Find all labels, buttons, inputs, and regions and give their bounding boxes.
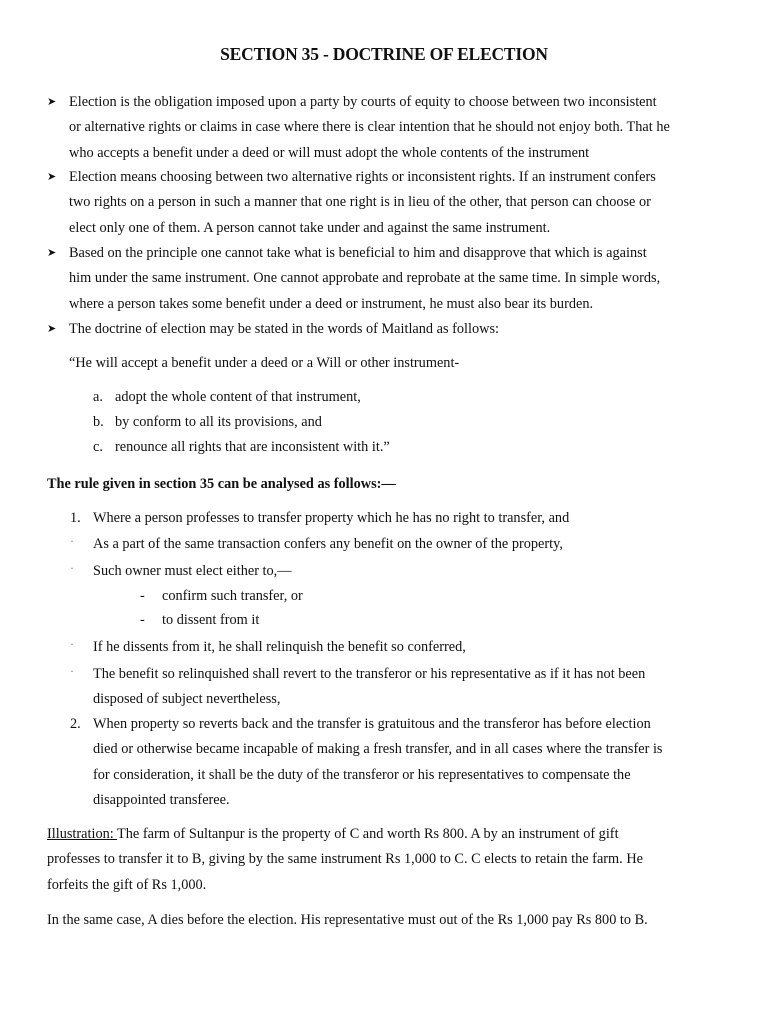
page-title: SECTION 35 - DOCTRINE OF ELECTION [220,44,548,64]
closing-paragraph: In the same case, A dies before the election. His representative must out of the Rs 1,000 pay Rs 800 to B. [47,912,648,928]
bullet-line: where a person takes some benefit under a deed or instrument, he must also bear its burden. [69,295,594,312]
arrow-bullet-item [47,165,737,241]
list-line: When property so reverts back and the transfer is gratuitous and the transferor has before election [93,716,651,732]
bullet-line: two rights on a person in such a manner that one right is in lieu of the other, that person can choose or [69,194,651,211]
bullet-line: him under the same instrument. One cannot approbate and reprobate at the same time. In simple words, [69,270,661,287]
list-line: The benefit so relinquished shall revert to the transferor or his representative as if it has not been [93,666,646,682]
list-line: for consideration, it shall be the duty of the transferor or his representatives to compensate the [93,766,631,783]
list-line: died or otherwise became incapable of making a fresh transfer, and in all cases where the transfer is [93,741,663,758]
bullet-line: Election is the obligation imposed upon a party by courts of equity to choose between two inconsistent [69,94,657,110]
illustration-line: The farm of Sultanpur is the property of C and worth Rs 800. A by an instrument of gift [117,826,619,842]
illustration-label: Illustration: [47,826,118,842]
illustration-paragraph [47,822,737,898]
illustration-line: professes to transfer it to B, giving by the same instrument Rs 1,000 to C. C elects to retain the farm. He [47,851,643,868]
bullet-line: elect only one of them. A person cannot take under and against the same instrument. [69,219,551,236]
arrow-bullet-icon: ➤ [47,171,57,183]
arrow-bullet-item [47,241,737,317]
arrow-bullet-icon: ➤ [47,323,57,335]
illustration-line: forfeits the gift of Rs 1,000. [47,876,207,893]
rule-heading: The rule given in section 35 can be analysed as follows:— [47,476,396,492]
maitland-quote: “He will accept a benefit under a deed or a Will or other instrument- [69,355,460,371]
arrow-bullet-item [47,317,737,343]
bullet-line: Based on the principle one cannot take what is beneficial to him and disapprove that which is against [69,245,647,261]
document-page: SECTION 35 - DOCTRINE OF ELECTION ➤ Election is the obligation imposed upon a party by courts of equity to choose between two inconsistent or alternative rights or claims in case where there is clear intention that he should not enjoy both. That he who accepts a benefit under a deed or will must adopt the whole contents of the instrument ➤ Election means choosing between two alternative rights or inconsistent rights. If an instrument confers two rights on a person in such a manner that one right is in lieu of the other, that person can choose or elect only one of them. A person cannot take under and against the same instrument. ➤ Based on the principle one cannot take what is beneficial to him and disapprove that which is against him under the same instrument. One cannot approbate and reprobate at the same time. In simple words, where a person takes some benefit under a deed or instrument, he must also bear its burden. ➤ The doctrine of election may be stated in the words of Maitland as follows: “He will accept a benefit under a deed or a Will or other instrument- a. adopt the whole content of that instrument, b. by conform to all its provisions, and c. renounce all rights that are inconsistent with it.” The rule given in section 35 can be analysed as follows:— 1. Where a person professes to transfer property which he has no right to transfer, and · As a part of the same transaction confers any benefit on the owner of the property, · Such owner must elect either to,— - confirm such transfer, or - to dissent from it · If he dissents from it, he shall relinquish the benefit so conferred, · The benefit so relinquished shall revert to the transferor or his representative as if it has not been disposed of subject nevertheless, 2. When property so reverts back and the transfer is gratuitous and the transferor has before election died or otherwise became incapable of making a fresh transfer, and in all cases where the transfer is for consideration, it shall be the duty of the transferor or his representatives to compensate the disappointed transferee. Illustration: The farm of Sultanpur is the property of C and worth Rs 800. A by an instrument of gift professes to transfer it to B, giving by the same instrument Rs 1,000 to C. C elects to retain the farm. He forfeits the gift of Rs 1,000. In the same case, A dies before the election. His representative must out of the Rs 1,000 pay Rs 800 to B. [0,0,768,1024]
arrow-bullet-icon: ➤ [47,247,57,259]
arrow-bullet-item [47,90,737,166]
bullet-line: or alternative rights or claims in case where there is clear intention that he should not enjoy both. That he [69,119,670,136]
arrow-bullet-icon: ➤ [47,96,57,108]
bullet-line: who accepts a benefit under a deed or will must adopt the whole contents of the instrument [69,144,590,161]
list-line: disposed of subject nevertheless, [93,691,281,708]
bullet-line: Election means choosing between two alternative rights or inconsistent rights. If an instrument confers [69,169,656,185]
bullet-line: The doctrine of election may be stated in the words of Maitland as follows: [69,321,499,337]
list-line: disappointed transferee. [93,791,230,808]
